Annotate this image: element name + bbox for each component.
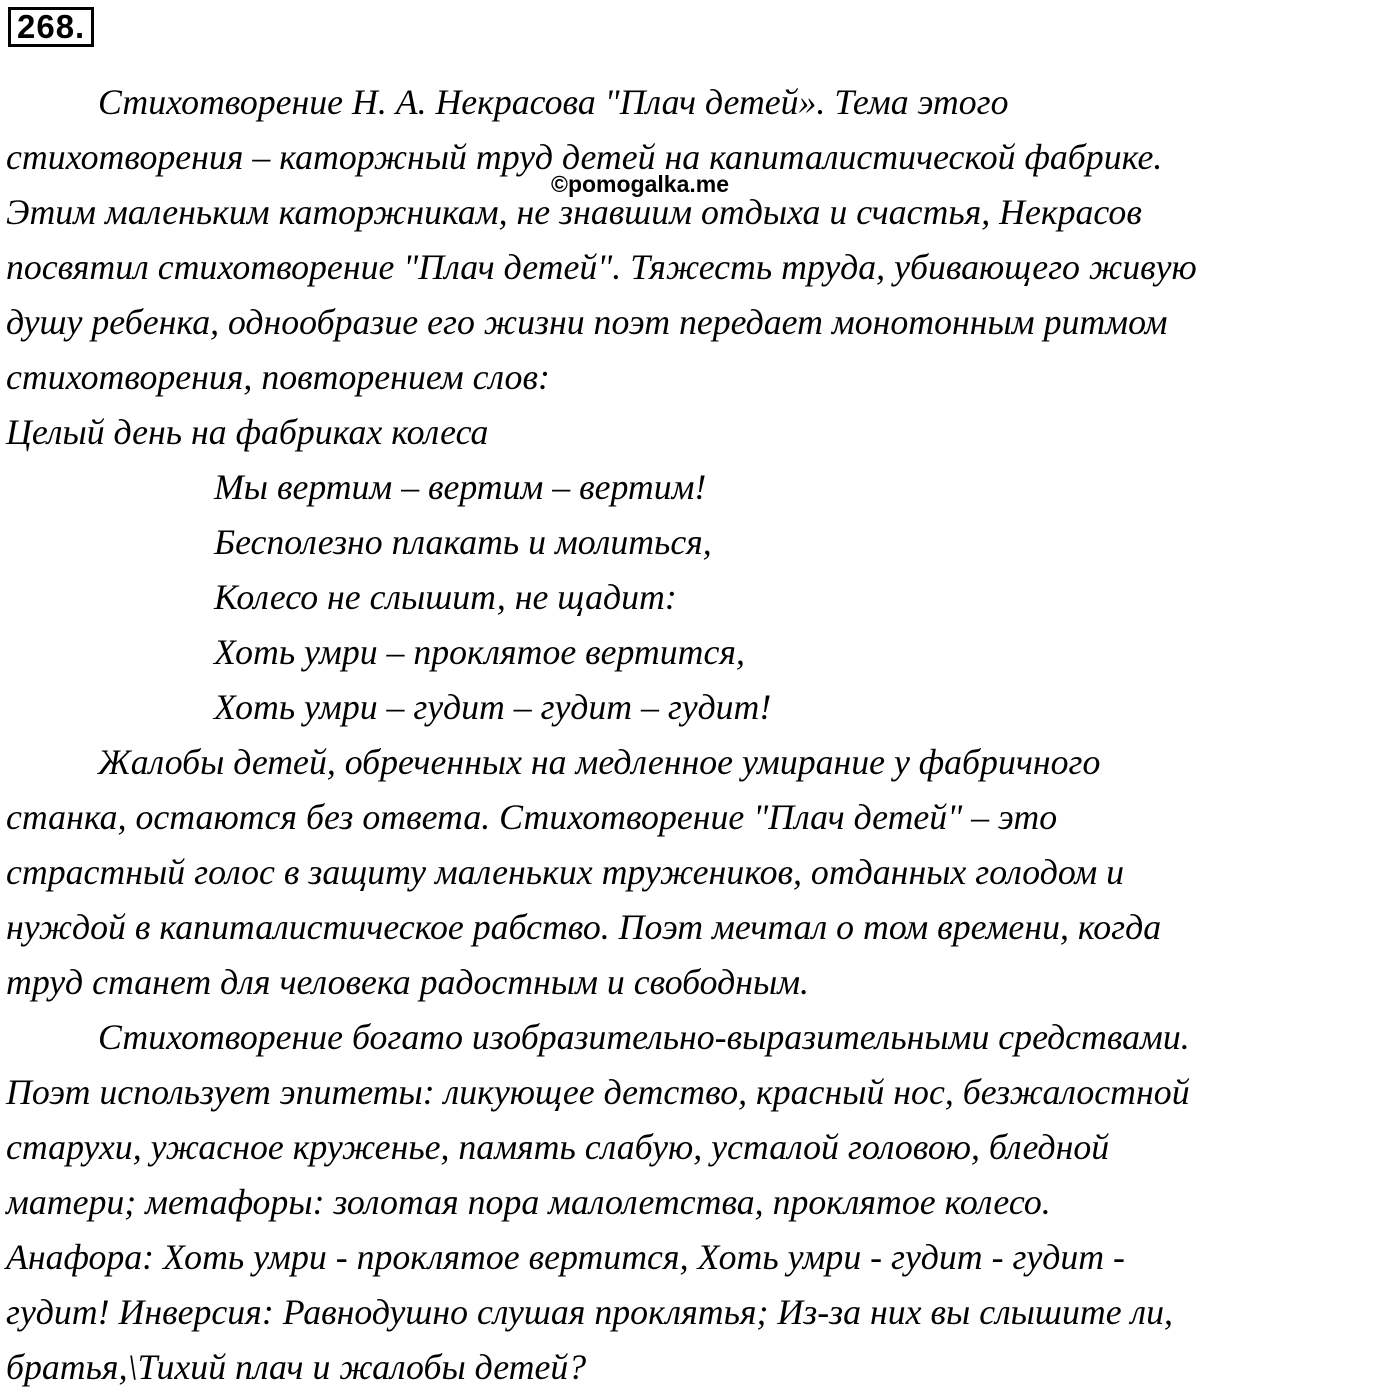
text-line: Поэт использует эпитеты: ликующее детство, красный нос, безжалостной	[6, 1072, 1190, 1112]
text-line: нуждой в капиталистическое рабство. Поэт мечтал о том времени, когда	[6, 907, 1162, 947]
text-line: матери; метафоры: золотая пора малолетства, проклятое колесо.	[6, 1182, 1051, 1222]
verse-line: Колесо не слышит, не щадит:	[214, 577, 677, 617]
text-line: стихотворения, повторением слов:	[6, 357, 550, 397]
text-line: братья,\Тихий плач и жалобы детей?	[6, 1347, 587, 1387]
verse-line: Бесполезно плакать и молиться,	[214, 522, 712, 562]
text-line: страстный голос в защиту маленьких тружеников, отданных голодом и	[6, 852, 1125, 892]
text-line: посвятил стихотворение "Плач детей". Тяжесть труда, убивающего живую	[6, 247, 1197, 287]
text-line: станка, остаются без ответа. Стихотворение "Плач детей" – это	[6, 797, 1058, 837]
verse-line: Хоть умри – проклятое вертится,	[214, 632, 745, 672]
essay-text	[6, 75, 1398, 1395]
text-line: Анафора: Хоть умри - проклятое вертится, Хоть умри - гудит - гудит -	[6, 1237, 1125, 1277]
watermark: ©pomogalka.me	[551, 171, 729, 197]
text-line: Жалобы детей, обреченных на медленное умирание у фабричного	[98, 742, 1101, 782]
text-line: Стихотворение Н. А. Некрасова "Плач детей». Тема этого	[98, 82, 1009, 122]
verse-line: Мы вертим – вертим – вертим!	[214, 467, 707, 507]
text-line: Этим маленьким каторжникам, не знавшим отдыха и счастья, Некрасов	[6, 192, 1142, 232]
text-line: труд станет для человека радостным и свободным.	[6, 962, 810, 1002]
text-line: душу ребенка, однообразие его жизни поэт передает монотонным ритмом	[6, 302, 1168, 342]
task-number-box: 268.	[8, 7, 94, 47]
verse-line: Хоть умри – гудит – гудит – гудит!	[214, 687, 772, 727]
text-line: старухи, ужасное круженье, память слабую, усталой головою, бледной	[6, 1127, 1110, 1167]
text-line: гудит! Инверсия: Равнодушно слушая проклятья; Из-за них вы слышите ли,	[6, 1292, 1173, 1332]
task-number	[8, 7, 94, 47]
text-line: стихотворения – каторжный труд детей на капиталистической фабрике.	[6, 137, 1163, 177]
text-line: Стихотворение богато изобразительно-выразительными средствами.	[98, 1017, 1190, 1057]
text-line: Целый день на фабриках колеса	[6, 412, 489, 452]
